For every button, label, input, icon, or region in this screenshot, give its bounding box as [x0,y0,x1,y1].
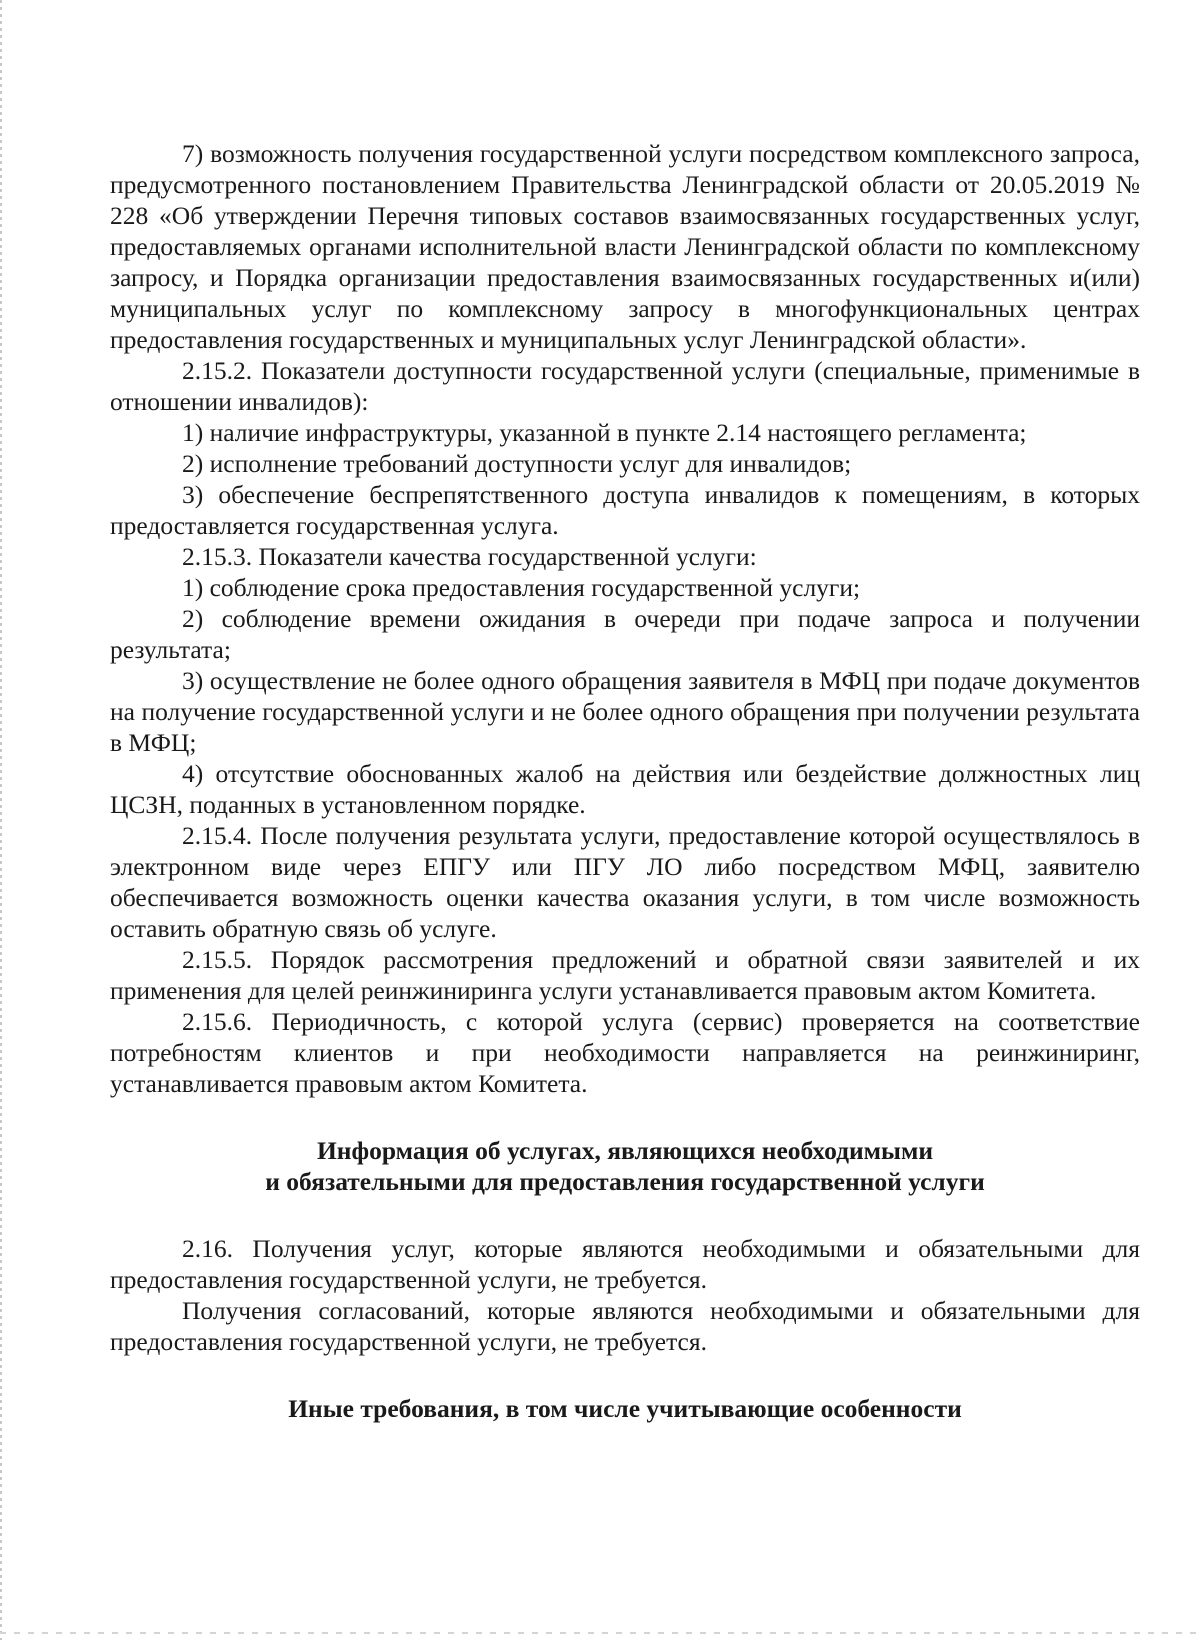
section-heading-line: Информация об услугах, являющихся необходимыми [316,1136,934,1165]
paragraph-approvals: Получения согласований, которые являются необходимыми и обязательными для предоставления государственной услуги, не требуется. [110,1296,1140,1356]
list-item: 1) соблюдение срока предоставления государственной услуги; [182,573,861,602]
scan-bottom-edge [0,1632,1200,1634]
list-item: 4) отсутствие обоснованных жалоб на действия или бездействие должностных лиц ЦСЗН, поданных в установленном порядке. [110,759,1140,819]
paragraph-item-7: 7) возможность получения государственной услуги посредством комплексного запроса, предусмотренного постановлением Правительства Ленинградской области от 20.05.2019 № 228 «Об утверждении Перечня типовых составов взаимосвязанных государственных услуг, предоставляемых органами исполнительной власти Ленинградской области по комплексному запросу, и Порядка организации предоставления взаимосвязанных государственных и(или) муниципальных услуг по комплексному запросу в многофункциональных центрах предоставления государственных и муниципальных услуг Ленинградской области». [110,139,1140,354]
list-item: 2) исполнение требований доступности услуг для инвалидов; [182,449,852,478]
list-item: 1) наличие инфраструктуры, указанной в пункте 2.14 настоящего регламента; [182,418,1027,447]
list-item: 3) осуществление не более одного обращения заявителя в МФЦ при подаче документов на получение государственной услуги и не более одного обращения при получении результата в МФЦ; [110,666,1140,757]
document-body [110,138,1140,1424]
list-item: 3) обеспечение беспрепятственного доступа инвалидов к помещениям, в которых предоставляется государственная услуга. [110,480,1140,540]
paragraph-2-15-6: 2.15.6. Периодичность, с которой услуга (сервис) проверяется на соответствие потребностям клиентов и при необходимости направляется на реинжиниринг, устанавливается правовым актом Комитета. [110,1007,1140,1098]
section-heading-line: и обязательными для предоставления государственной услуги [265,1167,985,1196]
list-item: 2) соблюдение времени ожидания в очереди при подаче запроса и получении результата; [110,604,1140,664]
paragraph-2-16: 2.16. Получения услуг, которые являются необходимыми и обязательными для предоставления государственной услуги, не требуется. [110,1234,1140,1294]
paragraph-2-15-3: 2.15.3. Показатели качества государственной услуги: [182,542,757,571]
paragraph-2-15-4: 2.15.4. После получения результата услуги, предоставление которой осуществлялось в электронном виде через ЕПГУ или ПГУ ЛО либо посредством МФЦ, заявителю обеспечивается возможность оценки качества оказания услуги, в том числе возможность оставить обратную связь об услуге. [110,821,1140,943]
paragraph-2-15-5: 2.15.5. Порядок рассмотрения предложений и обратной связи заявителей и их применения для целей реинжиниринга услуги устанавливается правовым актом Комитета. [110,945,1140,1005]
section-heading-other: Иные требования, в том числе учитывающие особенности [288,1394,962,1423]
paragraph-2-15-2: 2.15.2. Показатели доступности государственной услуги (специальные, применимые в отношении инвалидов): [110,356,1140,416]
scan-left-edge [0,0,2,1640]
section-heading-services [110,1135,1140,1197]
